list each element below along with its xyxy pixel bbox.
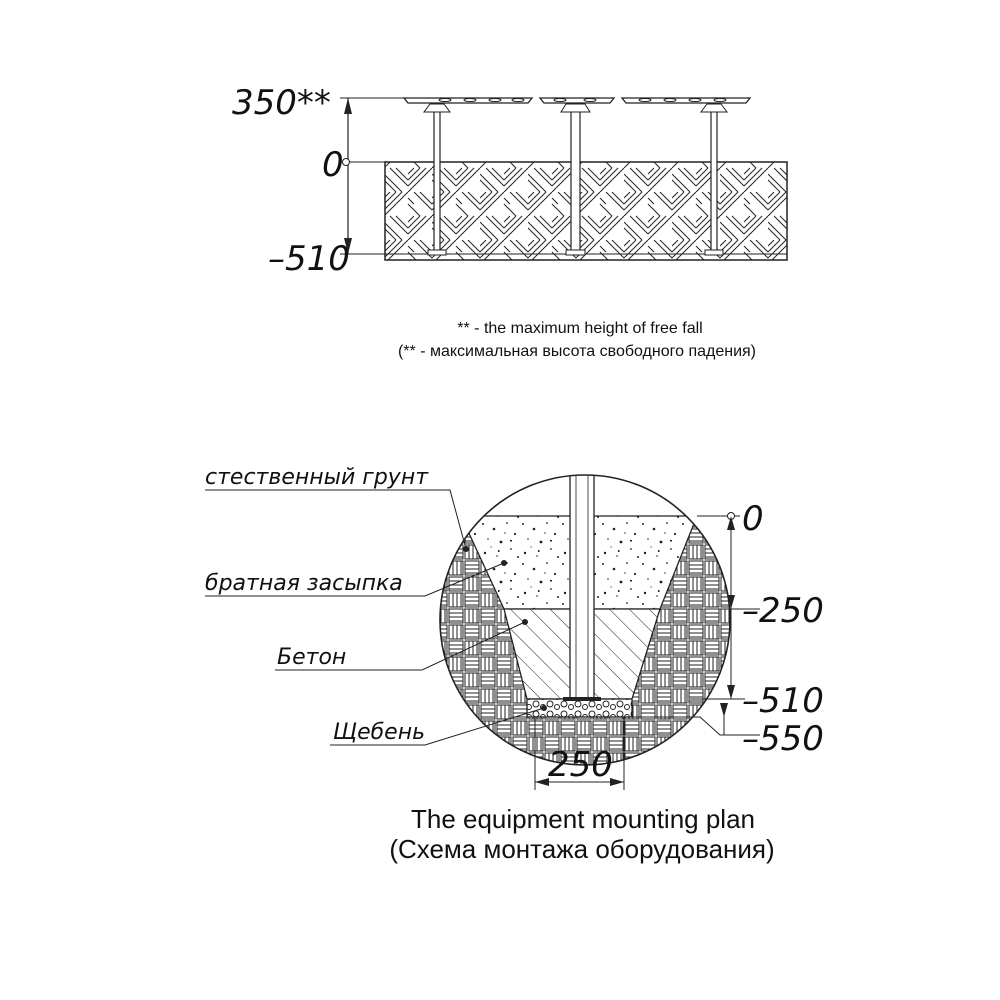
caption-ru: (Схема монтажа оборудования): [389, 834, 775, 864]
footnote-ru: (** - максимальная высота свободного падения): [397, 343, 757, 360]
label-concrete: Бетон: [277, 645, 347, 670]
detail-width-250: 250: [548, 745, 613, 785]
ground-section: [385, 162, 787, 260]
detail-level-zero: 0: [742, 499, 764, 539]
detail-level-250: –250: [742, 591, 824, 631]
caption-en: The equipment mounting plan: [410, 804, 756, 834]
label-natural-soil: стественный грунт: [205, 465, 429, 490]
label-gravel: Щебень: [333, 720, 426, 745]
elevation-top-label: 350**: [232, 83, 331, 123]
detail-level-550: –550: [742, 719, 824, 759]
elevation-zero-label: 0: [322, 145, 344, 185]
label-backfill: братная засыпка: [205, 571, 403, 596]
elevation-bottom-label: –510: [268, 239, 350, 279]
elevation-view: [232, 83, 787, 279]
foundation-detail: [205, 440, 824, 790]
footnote-en: ** - the maximum height of free fall: [457, 320, 703, 337]
post: [570, 440, 594, 699]
detail-level-510: –510: [742, 681, 824, 721]
